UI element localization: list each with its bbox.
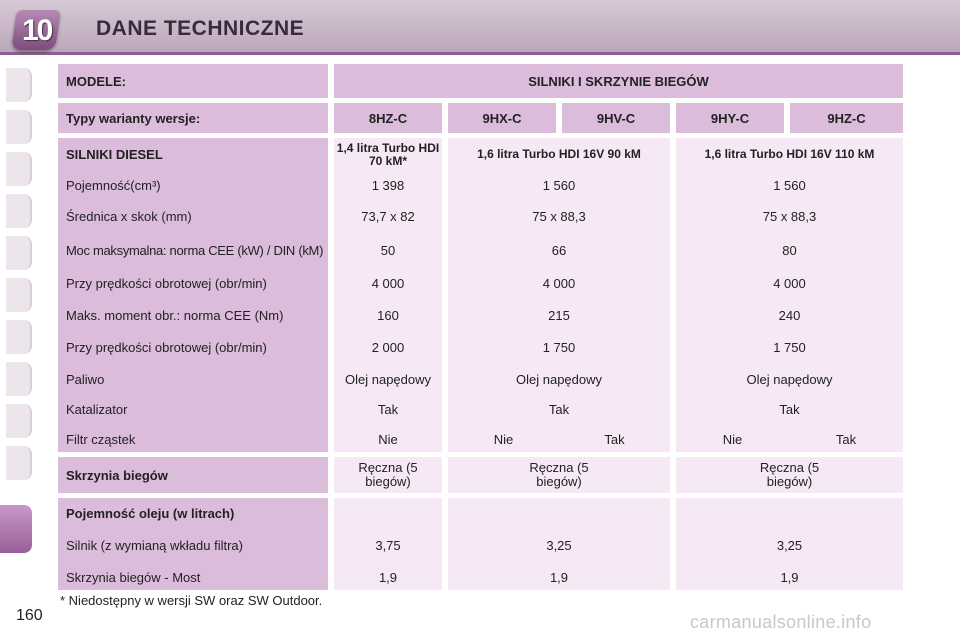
row-value: 1 398	[371, 177, 405, 193]
side-tab[interactable]	[6, 152, 32, 186]
row-value: 66	[551, 242, 567, 258]
row-value: 4 000	[371, 275, 405, 291]
row-value: 1,9	[549, 569, 569, 585]
models-label: MODELE:	[58, 64, 328, 98]
side-tab-active[interactable]	[0, 505, 32, 553]
chapter-number: 10	[22, 14, 52, 47]
row-value: 50	[380, 242, 396, 258]
row-label: Paliwo	[66, 371, 105, 387]
row-value: 1,9	[780, 569, 799, 585]
row-label: Średnica x skok (mm)	[66, 208, 192, 224]
gearbox-label: Skrzynia biegów	[58, 457, 328, 493]
page-title: DANE TECHNICZNE	[96, 17, 305, 40]
row-value: 1 560	[542, 177, 576, 193]
row-value: 3,75	[375, 537, 401, 553]
side-tab[interactable]	[6, 278, 32, 312]
row-value: 1 750	[542, 339, 576, 355]
row-value: 1 750	[773, 339, 806, 355]
row-value: 75 x 88,3	[762, 208, 817, 224]
row-label: Silnik (z wymianą wkładu filtra)	[66, 537, 243, 553]
side-tab[interactable]	[6, 236, 32, 270]
side-tab[interactable]	[6, 68, 32, 102]
side-tab[interactable]	[6, 320, 32, 354]
side-tab[interactable]	[6, 194, 32, 228]
row-label: Maks. moment obr.: norma CEE (Nm)	[66, 307, 284, 323]
watermark: carmanualsonline.info	[690, 612, 872, 632]
row-value: Olej napędowy	[746, 371, 833, 387]
type-code: 9HY-C	[676, 103, 784, 133]
page-number: 160	[16, 607, 43, 624]
row-value: Nie	[493, 431, 514, 447]
row-label: Skrzynia biegów - Most	[66, 569, 201, 585]
side-tab[interactable]	[6, 110, 32, 144]
type-code: 9HZ-C	[790, 103, 903, 133]
footnote: * Niedostępny w wersji SW oraz SW Outdoor.	[60, 593, 323, 608]
row-value: Nie	[722, 431, 743, 447]
gearbox-value: Ręczna (5 biegów)	[676, 457, 903, 493]
row-value: 240	[778, 307, 801, 323]
row-value: 75 x 88,3	[532, 208, 586, 224]
gearbox-value: Ręczna (5 biegów)	[448, 457, 670, 493]
row-value: 3,25	[776, 537, 803, 553]
row-label: Przy prędkości obrotowej (obr/min)	[66, 275, 267, 291]
engine-name: 1,4 litra Turbo HDI 70 kM*	[336, 141, 440, 168]
side-tab[interactable]	[6, 404, 32, 438]
type-code: 9HV-C	[562, 103, 670, 133]
oil-section-title: Pojemność oleju (w litrach)	[66, 505, 235, 521]
engine-section-title: SILNIKI DIESEL	[66, 146, 163, 162]
types-label: Typy warianty wersje:	[58, 103, 328, 133]
row-value: Tak	[779, 401, 800, 417]
row-label: Pojemność(cm³)	[66, 177, 161, 193]
header-line	[0, 52, 960, 55]
row-value: 1 560	[773, 177, 806, 193]
row-value: Tak	[604, 431, 625, 447]
side-tab[interactable]	[6, 362, 32, 396]
row-label: Filtr cząstek	[66, 431, 136, 447]
row-value: 215	[548, 307, 570, 323]
type-code: 9HX-C	[448, 103, 556, 133]
type-code: 8HZ-C	[334, 103, 442, 133]
row-value: 4 000	[542, 275, 576, 291]
row-value: 80	[782, 242, 797, 258]
row-value: 160	[377, 307, 399, 323]
row-value: Olej napędowy	[345, 371, 431, 387]
row-value: 1,9	[378, 569, 398, 585]
row-value: Tak	[835, 431, 857, 447]
row-value: 3,25	[546, 537, 572, 553]
side-tab[interactable]	[6, 446, 32, 480]
models-value: SILNIKI I SKRZYNIE BIEGÓW	[334, 64, 903, 98]
row-value: Nie	[378, 431, 398, 447]
engine-name: 1,6 litra Turbo HDI 16V 110 kM	[704, 147, 875, 161]
row-label: Moc maksymalna: norma CEE (kW) / DIN (kM)	[66, 242, 324, 258]
gearbox-value: Ręczna (5 biegów)	[334, 457, 442, 493]
row-value: 4 000	[773, 275, 806, 291]
row-value: Olej napędowy	[516, 371, 602, 387]
row-value: Tak	[548, 401, 570, 417]
row-value: Tak	[377, 401, 399, 417]
row-value: 2 000	[371, 339, 405, 355]
engine-name: 1,6 litra Turbo HDI 16V 90 kM	[477, 147, 641, 161]
side-tabs	[0, 60, 34, 580]
row-value: 73,7 x 82	[361, 208, 415, 224]
row-label: Przy prędkości obrotowej (obr/min)	[66, 339, 267, 355]
row-label: Katalizator	[66, 401, 128, 417]
